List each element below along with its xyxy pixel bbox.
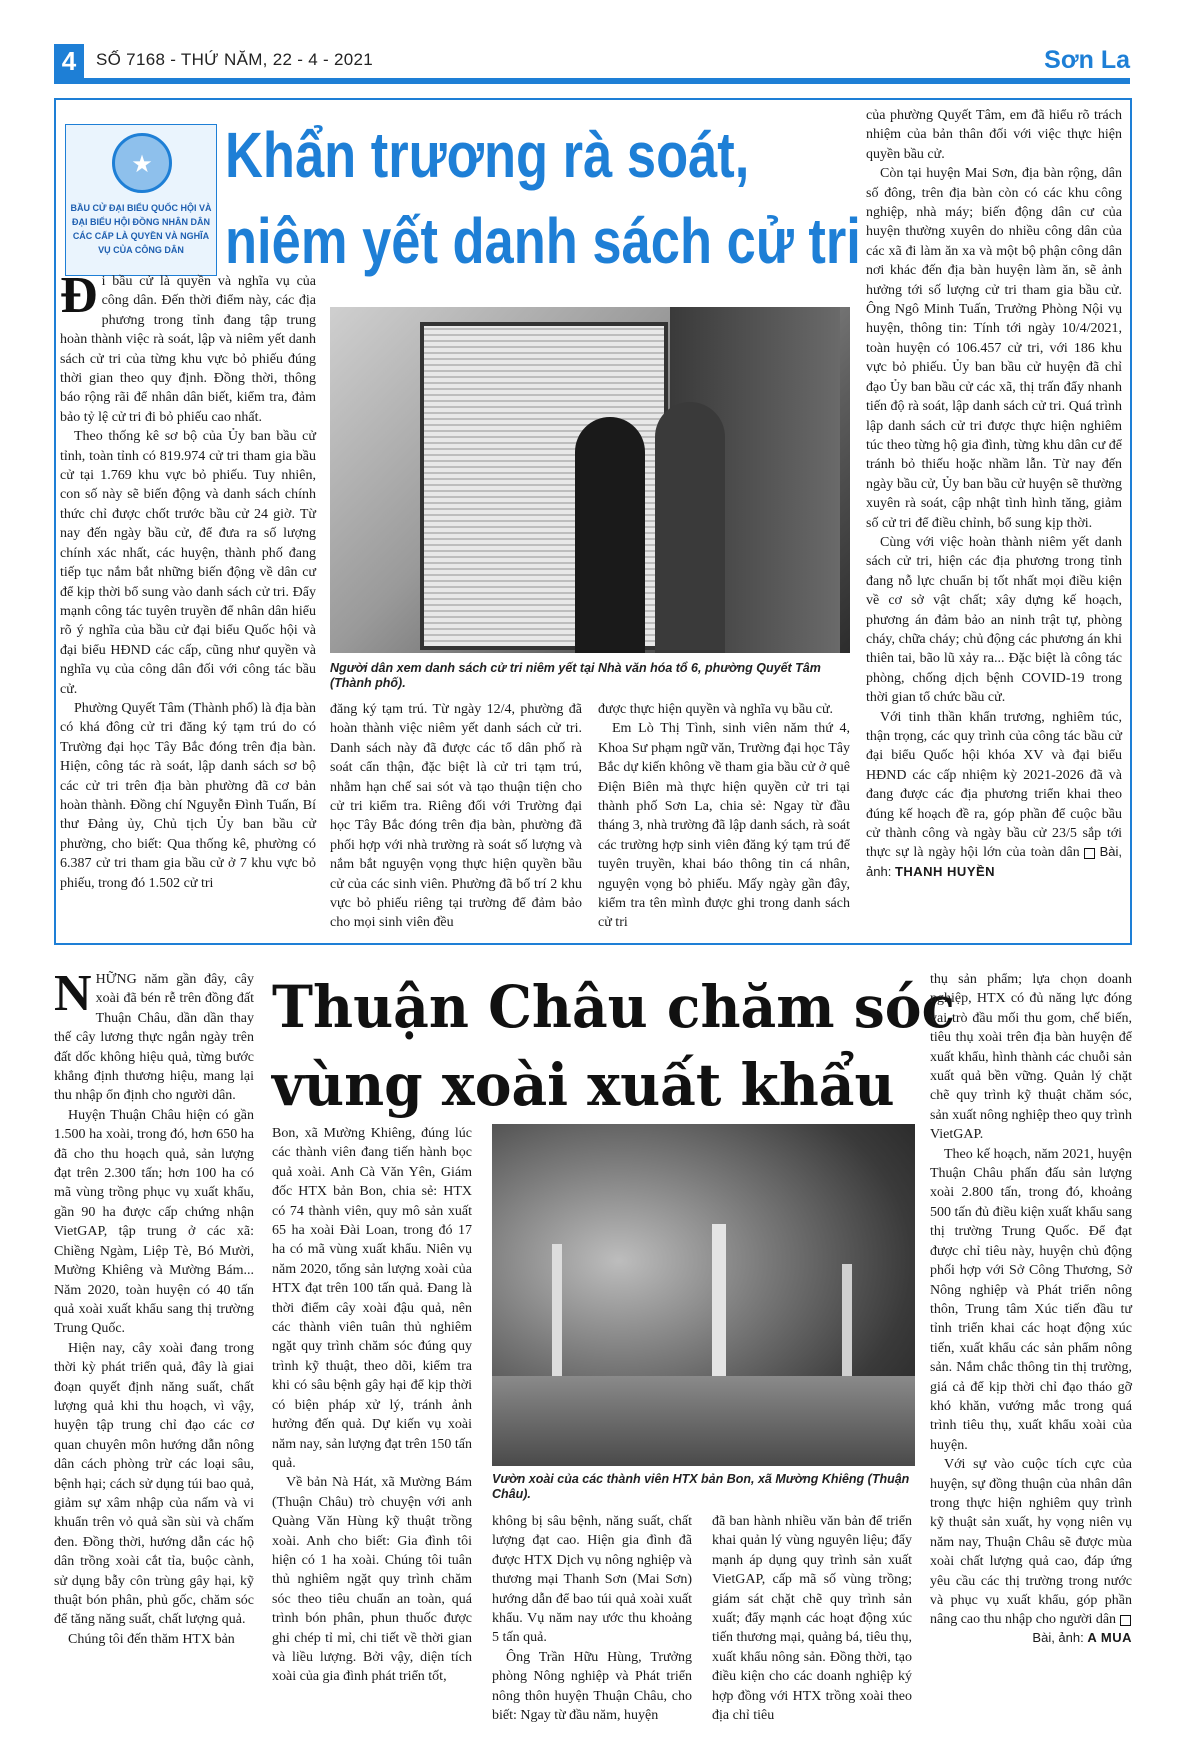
issue-info: SỐ 7168 - THỨ NĂM, 22 - 4 - 2021 bbox=[96, 50, 374, 69]
article-column bbox=[54, 965, 254, 1649]
paragraph: được thực hiện quyền và nghĩa vụ bầu cử. bbox=[598, 702, 834, 717]
ground bbox=[492, 1376, 915, 1466]
article-column bbox=[866, 106, 1122, 882]
logo-slogan: BẦU CỬ ĐẠI BIỂU QUỐC HỘI VÀ ĐẠI BIỂU HỘI ĐỒNG NHÂN DÂN CÁC CẤP LÀ QUYỀN VÀ NGHĨA VỤ CỦA CÔNG DÂN bbox=[70, 203, 212, 255]
paragraph: i bầu cử là quyền và nghĩa vụ của công dân. Đến thời điểm này, các địa phương trong tỉnh đang tập trung hoàn thành việc rà soát, lập và niêm yết danh sách cử tri của từng khu vực bỏ phiếu đúng thời gian theo quy định. Đồng thời, thông báo rộng rãi để nhân dân biết, kiểm tra, đảm bảo tỷ lệ cử tri đi bỏ phiếu cao nhất. bbox=[60, 274, 316, 425]
election-logo bbox=[65, 124, 217, 276]
title-line: Thuận Châu chăm sóc bbox=[272, 973, 956, 1041]
article-column bbox=[598, 700, 850, 933]
article-photo bbox=[492, 1124, 915, 1466]
title-line: niêm yết danh sách cử tri bbox=[225, 205, 861, 277]
byline-author: A MUA bbox=[1087, 1629, 1132, 1645]
end-mark-icon bbox=[1084, 848, 1095, 859]
article-title bbox=[272, 968, 956, 1124]
paragraph: của phường Quyết Tâm, em đã hiểu rõ trách nhiệm của bản thân đối với việc thực hiện quyền bầu cử. bbox=[866, 108, 1122, 162]
paragraph: đã ban hành nhiều văn bản để triển khai quản lý vùng nguyên liệu; đẩy mạnh áp dụng quy trình sản xuất VietGAP, cấp mã số vùng trồng; giám sát chặt chẽ quy trình sản xuất; đẩy mạnh các hoạt động xúc tiến thương mại, quảng bá, tiêu thụ, xuất khẩu nông sản. Đồng thời, tạo điều kiện cho các doanh nghiệp ký hợp đồng với HTX trồng xoài theo địa chỉ tiêu bbox=[712, 1514, 912, 1724]
paragraph: Cùng với việc hoàn thành niêm yết danh sách cử tri, hiện các địa phương trong tỉnh đang nỗ lực chuẩn bị tốt nhất mọi điều kiện về cơ sở vật chất; xây dựng kế hoạch, phương án đảm bảo an ninh trật tự, phòng cháy, chữa cháy; chủ động các phương án khi thiên tai, bão lũ xảy ra... Đặc biệt là công tác phòng, chống dịch bệnh COVID-19 trong thời gian tổ chức bầu cử. bbox=[866, 534, 1122, 706]
byline-author: THANH HUYỀN bbox=[894, 863, 996, 879]
paragraph: Hiện nay, cây xoài đang trong thời kỳ phát triển quả, đây là giai đoạn quyết định năng suất, chất lượng quả khi thu hoạch, vì vậy, huyện tập trung chỉ đạo các cơ quan chuyên môn hướng dẫn nông dân cách phòng trừ các loại sâu, bệnh hại; cách sử dụng túi bao quả, giảm sự xâm nhập của nấm và vi khuẩn trên vỏ quả sần sùi và chấm đen. Đồng thời, hướng dẫn các hộ dân trồng xoài cắt tỉa, buộc cành, sử dụng bẫy côn trùng gây hại, kỹ thuật bón phân, phủ gốc, chăm sóc để tăng năng suất, chất lượng quả. bbox=[54, 1340, 254, 1628]
paragraph: Chúng tôi đến thăm HTX bản bbox=[68, 1631, 235, 1647]
paragraph: Em Lò Thị Tình, sinh viên năm thứ 4, Khoa Sư phạm ngữ văn, Trường đại học Tây Bắc dự kiến không về tham gia bầu cử ở quê Điện Biên mà thực hiện quyền cử tri tại thành phố Sơn La, chia sẻ: Ngay từ đầu tháng 3, nhà trường đã lập danh sách, rà soát các trường hợp sinh viên đăng ký tạm trú để tuyên truyền, khai báo thông tin cá nhân, nguyện vọng bỏ phiếu. Mấy ngày gần đây, kiểm tra tên mình được ghi trong danh sách cử tri bbox=[598, 721, 850, 931]
paragraph: Còn tại huyện Mai Sơn, địa bàn rộng, dân số đông, trên địa bàn còn có các khu công nghiệp, nhà máy; biến động dân cư của huyện thường xuyên do nhiều công dân của các xã đi làm ăn xa và một bộ phận công dân nơi khác đến địa bàn huyện làm ăn, sẽ ảnh hưởng tới số lượng cử tri tham gia bầu cử. Ông Ngô Minh Tuấn, Trưởng Phòng Nội vụ huyện, thông tin: Tính tới ngày 10/4/2021, toàn huyện có 106.457 cử tri, với 186 khu vực bỏ phiếu. Ủy ban bầu cử huyện đã chỉ đạo Ủy ban bầu cử các xã, thị trấn đẩy nhanh tiến độ rà soát, lập danh sách cử tri. Quá trình lập danh sách cử tri được thực hiện nghiêm túc theo từng hộ gia đình, từng khu dân cư để tránh bỏ thiếu hoặc nhầm lẫn. Từ nay đến ngày bầu cử, Ủy ban bầu cử huyện sẽ thường xuyên rà soát, cập nhật tình hình tăng, giảm số cử tri để điều chỉnh, bổ sung kịp thời. bbox=[866, 166, 1122, 531]
person-figure bbox=[655, 402, 725, 653]
header-rule bbox=[54, 78, 1130, 84]
paragraph: Huyện Thuận Châu hiện có gần 1.500 ha xoài, trong đó, hơn 650 ha đã cho thu hoạch quả, sản lượng đạt trên 2.300 tấn; hơn 100 ha có mã vùng trồng phục vụ xuất khẩu, gần 90 ha được cấp chứng nhận VietGAP, tập trung ở các xã: Chiềng Ngàm, Liệp Tè, Bó Mười, Mường Khiêng và Mường Bám... Năm 2020, toàn huyện có 40 tấn quả xoài xuất khẩu sang thị trường Trung Quốc. bbox=[54, 1107, 254, 1337]
page-number: 4 bbox=[54, 44, 84, 78]
paragraph: không bị sâu bệnh, năng suất, chất lượng đạt cao. Hiện gia đình đã được HTX Dịch vụ nông nghiệp và thương mại Thanh Sơn (Mai Sơn) hướng dẫn để bao túi quả xoài xuất khẩu. Vụ năm nay ước thu khoảng 5 tấn quả. bbox=[492, 1514, 692, 1646]
paragraph: Bon, xã Mường Khiêng, đúng lúc các thành viên đang tiến hành bọc quả xoài. Anh Cà Văn Yên, Giám đốc HTX bản Bon, chia sẻ: HTX có 74 thành viên, quy mô sản xuất 65 ha xoài Đài Loan, trong đó 17 ha có mã vùng xuất khẩu. Niên vụ năm 2020, tổng sản lượng xoài của HTX đạt trên 100 tấn quả. Đang là thời điểm cây xoài đậu quả, nên các thành viên tuân thủ nghiêm ngặt quy trình chăm sóc đúng quy trình kỹ thuật, theo dõi, kiểm tra khi có sâu bệnh gây hại để kịp thời có biện pháp xử lý, tránh ảnh hưởng đến quả. Dự kiến vụ xoài năm nay, sản lượng đạt trên 150 tấn quả. bbox=[272, 1126, 472, 1471]
article-title bbox=[225, 112, 861, 284]
person-figure bbox=[575, 417, 645, 653]
title-line: Khẩn trương rà soát, bbox=[225, 119, 750, 191]
article-column bbox=[272, 1124, 472, 1687]
byline-label: Bài, ảnh: bbox=[1032, 1629, 1084, 1645]
end-mark-icon bbox=[1120, 1615, 1131, 1626]
national-emblem-icon: ★ bbox=[112, 133, 172, 193]
article-column bbox=[330, 700, 582, 933]
article-column bbox=[492, 1512, 692, 1725]
article-column bbox=[712, 1512, 912, 1725]
paragraph: thụ sản phẩm; lựa chọn doanh nghiệp, HTX có đủ năng lực đóng vai trò đầu mối thu gom, chế biến, tiêu thụ xoài trên địa bàn huyện để xuất khẩu, hình thành các chuỗi sản xuất quả bền vững. Quản lý chặt chẽ quy trình kỹ thuật chăm sóc, sản xuất nông nghiệp theo quy trình VietGAP. bbox=[930, 972, 1132, 1143]
paragraph: đăng ký tạm trú. Từ ngày 12/4, phường đã hoàn thành việc niêm yết danh sách cử tri. Danh sách này đã được các tổ dân phố rà soát cẩn thận, đặc biệt là cử tri tạm trú, nhằm hạn chế sai sót và tạo thuận tiện cho cử tri kiểm tra. Riêng đối với Trường đại học Tây Bắc đóng trên địa bàn, phường đã phối hợp với nhà trường rà soát số lượng và nắm bắt nguyện vọng thực hiện quyền bầu cử của các sinh viên. Phường đã bố trí 2 khu vực bỏ phiếu riêng tại trường để đảm bảo cho mọi sinh viên đều bbox=[330, 702, 582, 931]
byline-label: Bài, ảnh: bbox=[866, 844, 1123, 879]
paragraph: Phường Quyết Tâm (Thành phố) là địa bàn có khá đông cử tri đăng ký tạm trú do có Trường đại học Tây Bắc đóng trên địa bàn. Hiện, công tác rà soát, lập danh sách sơ bộ các cử tri trên địa bàn phường đã cơ bản hoàn thành. Đồng chí Nguyễn Đình Tuấn, Bí thư Đảng ủy, Chủ tịch Ủy ban bầu cử phường, cho biết: Qua thống kê, phường có 6.387 cử tri tham gia bầu cử ở 7 khu vực bỏ phiếu, trong đó 1.502 cử tri bbox=[60, 700, 316, 891]
paragraph: HỮNG năm gần đây, cây xoài đã bén rễ trên đồng đất Thuận Châu, dần dần thay thế cây lương thực ngắn ngày trên đất dốc không hiệu quả, từng bước khẳng định thương hiệu, mang lại thu nhập ổn định cho người dân. bbox=[54, 972, 254, 1104]
paragraph: Với sự vào cuộc tích cực của huyện, sự đồng thuận của nhân dân trong thực hiện nghiêm quy trình kỹ thuật sản xuất, hy vọng niên vụ năm nay, Thuận Châu sẽ được mùa xoài chất lượng quả cao, đáp ứng yêu cầu các thị trường trong nước và phục vụ xuất khẩu, góp phần nâng cao thu nhập cho người dân bbox=[930, 1457, 1132, 1628]
paragraph: Với tinh thần khẩn trương, nghiêm túc, thận trọng, các quy trình của công tác bầu cử đại biểu Quốc hội khóa XV và đại biểu HĐND các cấp nhiệm kỳ 2021-2026 đã và đang được các địa phương triển khai theo đúng kế hoạch đề ra, góp phần để cuộc bầu cử thành công và ngày bầu cử 23/5 sắp tới thực sự là ngày hội lớn của toàn dân bbox=[866, 709, 1122, 861]
photo-caption: Vườn xoài của các thành viên HTX bản Bon, xã Mường Khiêng (Thuận Châu). bbox=[492, 1472, 910, 1501]
article-photo bbox=[330, 307, 850, 653]
section-name: Sơn La bbox=[1044, 46, 1130, 74]
paragraph: Theo kế hoạch, năm 2021, huyện Thuận Châu phấn đấu sản lượng xoài 2.800 tấn, trong đó, khoảng 500 tấn đủ điều kiện xuất khẩu sang thị trường Trung Quốc. Để đạt được chỉ tiêu này, huyện chủ động phối hợp với Sở Công Thương, Sở Nông nghiệp và Phát triển nông thôn, Trung tâm Xúc tiến đầu tư tỉnh triển khai các hoạt động xúc tiến, xuất khẩu các sản phẩm nông sản. Nắm chắc thông tin thị trường, giá cả để kịp thời chỉ đạo tháo gỡ khó khăn, vướng mắc trong quá trình tiêu thụ, xuất khẩu xoài của huyện. bbox=[930, 1146, 1132, 1453]
article-column bbox=[930, 970, 1132, 1645]
title-line: vùng xoài xuất khẩu bbox=[272, 1051, 895, 1119]
article-column bbox=[60, 267, 316, 893]
byline bbox=[930, 1630, 1132, 1645]
drop-cap: N bbox=[54, 965, 92, 1022]
paragraph: Theo thống kê sơ bộ của Ủy ban bầu cử tỉnh, toàn tỉnh có 819.974 cử tri tham gia bầu cử tại 1.769 khu vực bỏ phiếu. Tuy nhiên, con số này sẽ biến động và danh sách chính thức chỉ được chốt trước bầu cử 24 giờ. Từ nay đến ngày bầu cử, để đưa ra số lượng chính xác nhất, các huyện, thành phố đang tiếp tục nắm bắt những biến động về dân cư để kịp thời bổ sung vào danh sách cử tri. Đẩy mạnh công tác tuyên truyền để nhân dân hiểu rõ ý nghĩa của bầu cử đại biểu Quốc hội và đại biểu HĐND các cấp, cũng như quyền và nghĩa vụ của công dân đối với công tác bầu cử. bbox=[60, 429, 316, 697]
drop-cap: Đ bbox=[60, 267, 98, 324]
paragraph: Ông Trần Hữu Hùng, Trưởng phòng Nông nghiệp và Phát triển nông thôn huyện Thuận Châu, cho biết: Ngay từ đầu năm, huyện bbox=[492, 1649, 692, 1724]
photo-caption: Người dân xem danh sách cử tri niêm yết tại Nhà văn hóa tổ 6, phường Quyết Tâm (Thành phố). bbox=[330, 661, 821, 690]
paragraph: Về bản Nà Hát, xã Mường Bám (Thuận Châu) trò chuyện với anh Quàng Văn Hùng kỹ thuật trồng xoài. Anh cho biết: Gia đình tôi hiện có 1 ha xoài. Chúng tôi tuân thủ nghiêm ngặt quy trình chăm sóc theo tiêu chuẩn an toàn, quá trình bón phân, phun thuốc được ghi chép tỉ mỉ, chi tiết về thời gian và liều lượng. Bởi vậy, diện tích xoài của gia đình phát triển tốt, bbox=[272, 1475, 472, 1685]
